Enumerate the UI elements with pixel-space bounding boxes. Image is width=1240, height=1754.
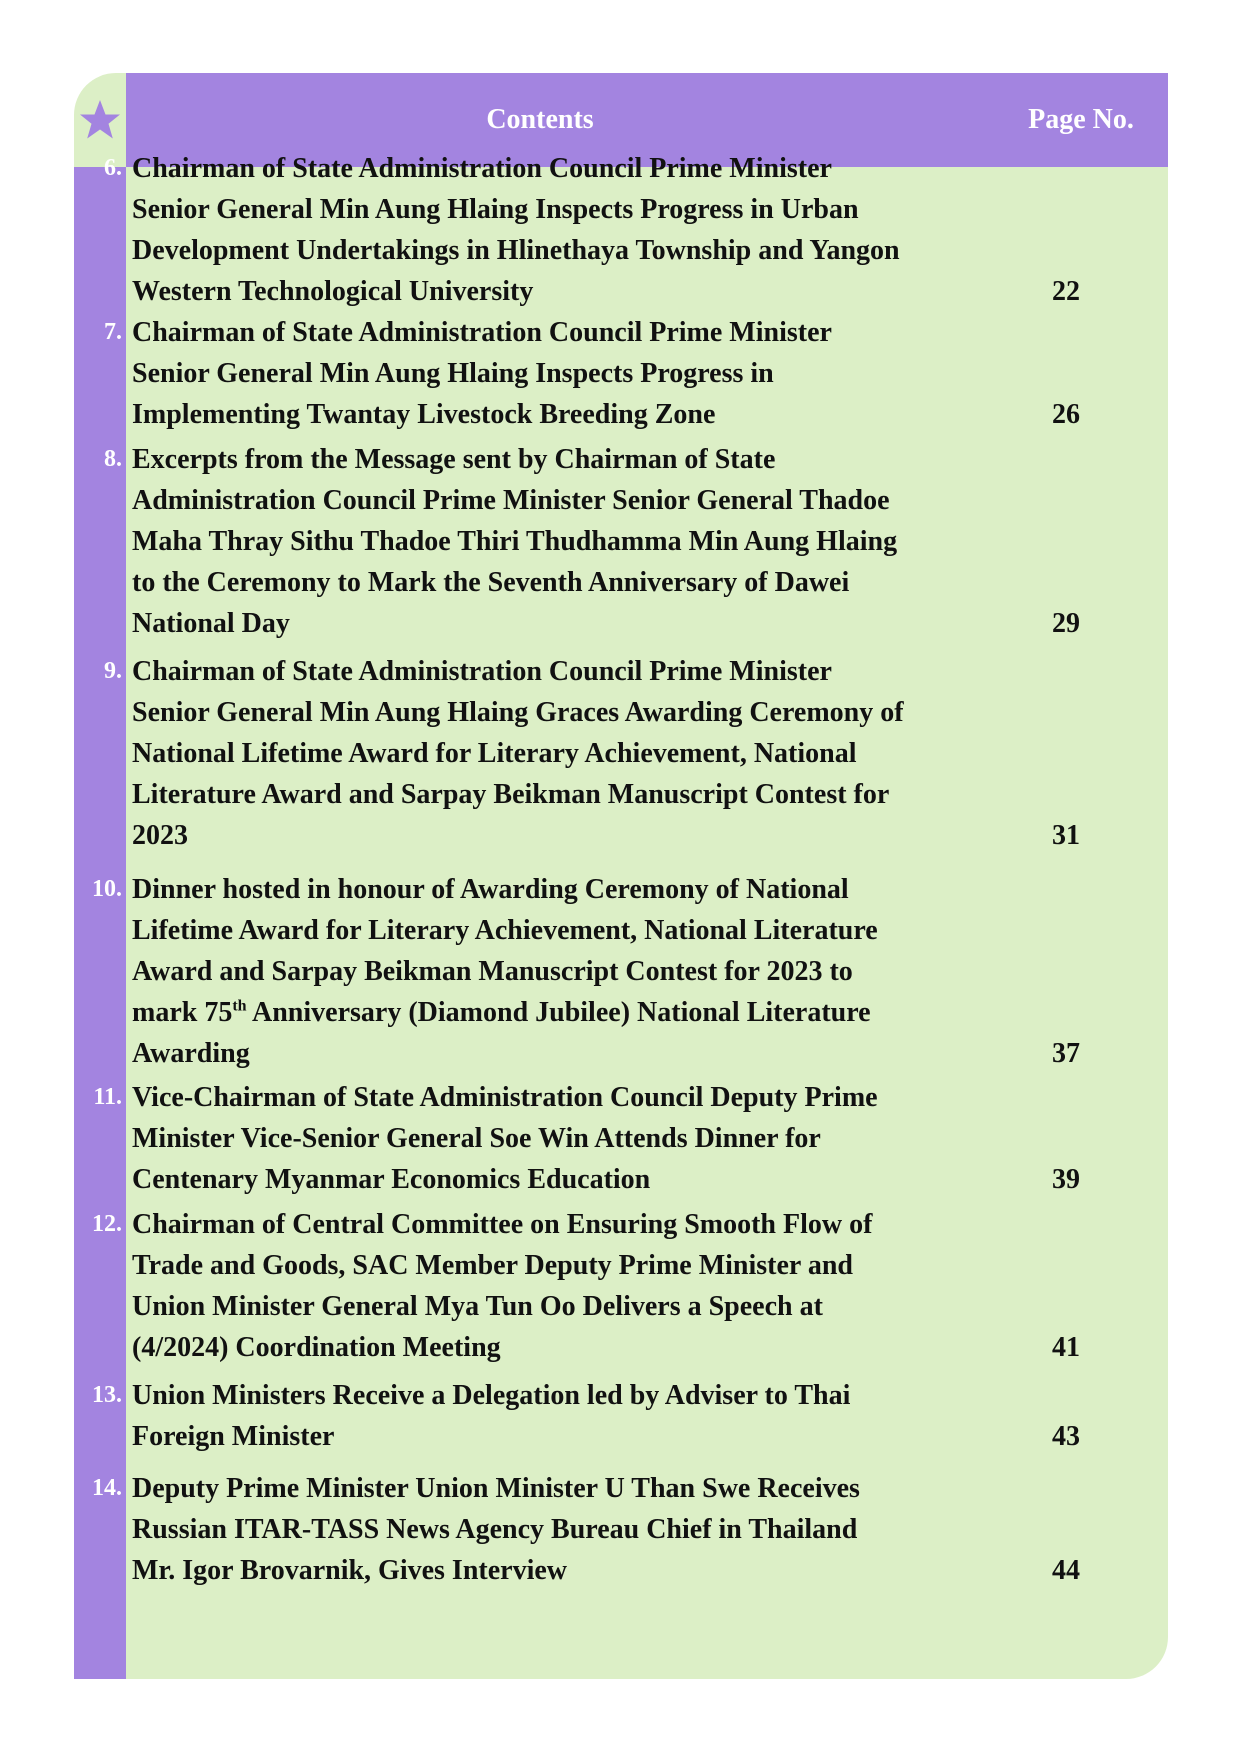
page-number-heading: Page No. — [1028, 104, 1134, 135]
entry-number: 6. — [104, 155, 122, 181]
entry-number: 7. — [104, 319, 122, 345]
entry-page-number: 44 — [1052, 1555, 1080, 1586]
entry-page-number: 22 — [1052, 276, 1080, 307]
entry-page-number: 31 — [1052, 820, 1080, 851]
entry-page-number: 29 — [1052, 608, 1080, 639]
entry-title-line-with-superscript: mark 75th Anniversary (Diamond Jubilee) National Literature — [132, 997, 871, 1028]
entry-page-number: 41 — [1052, 1332, 1080, 1363]
entry-page-number: 26 — [1052, 399, 1080, 430]
entry-number: 14. — [92, 1475, 122, 1501]
entry-page-number: 39 — [1052, 1164, 1080, 1195]
contents-heading: Contents — [486, 104, 594, 135]
number-column-bar — [74, 167, 126, 1679]
entry-number: 9. — [104, 658, 122, 684]
contents-table — [74, 73, 1168, 1679]
entry-page-number: 37 — [1052, 1038, 1080, 1069]
entry-title: Vice-Chairman of State Administration Council Deputy Prime Minister Vice-Senior General Soe Win Attends Dinner for Centenary Myanmar Economics Education — [132, 1082, 878, 1195]
entry-title: Chairman of Central Committee on Ensuring Smooth Flow of Trade and Goods, SAC Member Deputy Prime Minister and Union Minister General Mya Tun Oo Delivers a Speech at (4/2024) Coordination Meeting — [132, 1209, 873, 1363]
entry-title: Chairman of State Administration Council Prime Minister Senior General Min Aung Hlaing Inspects Progress in Implementing Twantay Livestock Breeding Zone — [132, 317, 832, 430]
entry-title: Union Ministers Receive a Delegation led by Adviser to Thai Foreign Minister — [132, 1380, 851, 1452]
entry-title: Chairman of State Administration Council Prime Minister Senior General Min Aung Hlaing Inspects Progress in Urban Development Undertakings in Hlinethaya Township and Yangon Western Technological University — [132, 153, 900, 307]
entry-title: Excerpts from the Message sent by Chairman of State Administration Council Prime Minister Senior General Thadoe Maha Thray Sithu Thadoe Thiri Thudhamma Min Aung Hlaing to the Ceremony to Mark the Seventh Anniversary of Dawei National Day — [132, 444, 898, 639]
entry-page-number: 43 — [1052, 1421, 1080, 1452]
entry-number: 13. — [92, 1382, 122, 1408]
entry-number: 8. — [104, 446, 122, 472]
entry-number: 12. — [92, 1211, 122, 1237]
entry-title: Deputy Prime Minister Union Minister U Than Swe Receives Russian ITAR-TASS News Agency Bureau Chief in Thailand Mr. Igor Brovarnik, Gives Interview — [132, 1473, 860, 1586]
entry-number: 10. — [92, 876, 122, 902]
entry-title: Dinner hosted in honour of Awarding Ceremony of National Lifetime Award for Literary Achievement, National Literature Award and Sarpay Beikman Manuscript Contest for 2023 to mark 75th Anniversary (Diamond Jubilee) National Literature Awarding — [132, 869, 972, 1074]
entry-title: Chairman of State Administration Council Prime Minister Senior General Min Aung Hlaing Graces Awarding Ceremony of National Lifetime Award for Literary Achievement, National Literature Award and Sarpay Beikman Manuscript Contest for 2023 — [132, 656, 904, 851]
entry-number: 11. — [93, 1084, 122, 1110]
